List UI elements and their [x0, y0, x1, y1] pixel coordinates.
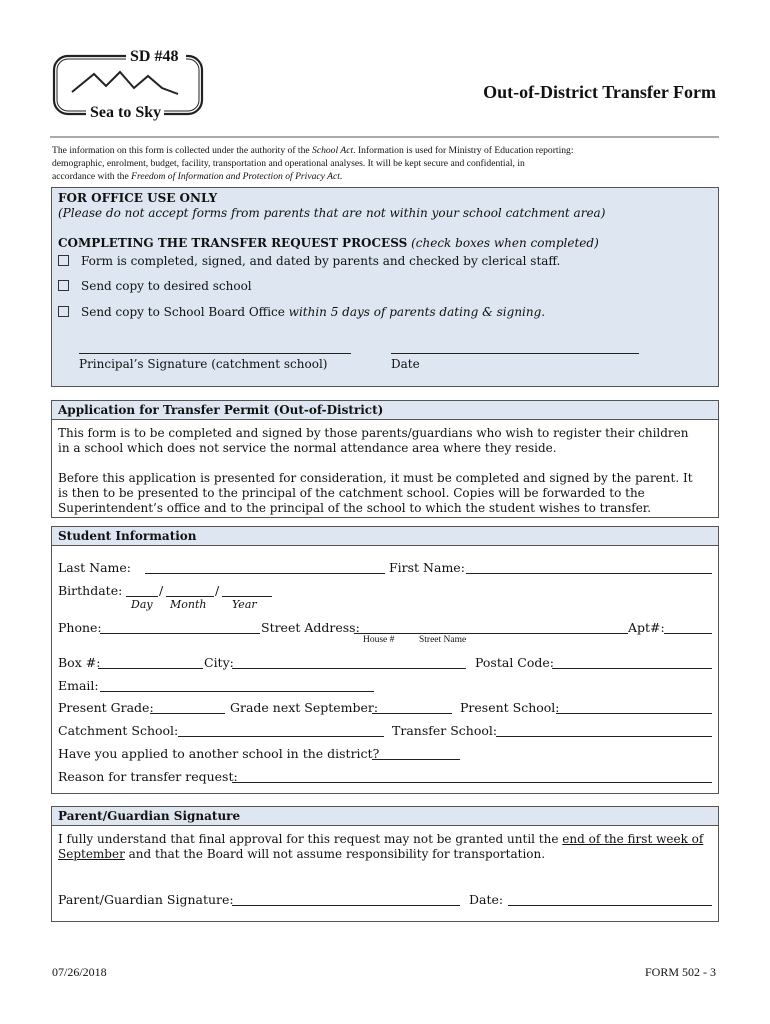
parent-signature-field[interactable]: [232, 905, 460, 906]
applied-field[interactable]: [372, 759, 460, 760]
process-heading: COMPLETING THE TRANSFER REQUEST PROCESS (check boxes when completed): [58, 236, 599, 250]
first-name-field[interactable]: [466, 573, 712, 574]
grade-next-field[interactable]: [372, 713, 452, 714]
transfer-school-field[interactable]: [496, 736, 712, 737]
parent-heading: Parent/Guardian Signature: [51, 806, 719, 826]
parent-signature-label: Parent/Guardian Signature:: [58, 892, 234, 907]
grade-next-label: Grade next September:: [230, 700, 379, 715]
parent-text: I fully understand that final approval for this request may not be granted until the end of the first week of September and that the Board will not assume responsibility for transportation.: [58, 832, 704, 861]
street-address-field[interactable]: [354, 633, 628, 634]
email-field[interactable]: [100, 691, 374, 692]
footer-form-number: FORM 502 - 3: [644, 965, 716, 979]
birth-slash-1: /: [159, 583, 164, 598]
footer-date: 07/26/2018: [52, 965, 107, 979]
box-field[interactable]: [98, 668, 203, 669]
catchment-school-field[interactable]: [178, 736, 384, 737]
office-heading: FOR OFFICE USE ONLY: [58, 191, 218, 205]
transfer-school-label: Transfer School:: [392, 723, 498, 738]
birth-month-field[interactable]: [166, 596, 214, 597]
logo-top-text: SD #48: [130, 48, 179, 65]
principal-signature-line[interactable]: [79, 353, 351, 354]
street-address-label: Street Address:: [261, 620, 360, 635]
last-name-field[interactable]: [145, 573, 385, 574]
city-label: City:: [204, 655, 234, 670]
phone-field[interactable]: [100, 633, 260, 634]
first-name-label: First Name:: [389, 560, 465, 575]
present-school-label: Present School:: [460, 700, 560, 715]
house-hint: House #: [363, 635, 395, 645]
page-title: Out-of-District Transfer Form: [483, 82, 716, 102]
check-form-completed[interactable]: Form is completed, signed, and dated by parents and checked by clerical staff.: [58, 254, 560, 268]
present-grade-label: Present Grade:: [58, 700, 154, 715]
email-label: Email:: [58, 678, 99, 693]
checkbox-icon[interactable]: [58, 255, 69, 266]
office-date-label: Date: [391, 357, 420, 371]
student-heading: Student Information: [51, 526, 719, 546]
birth-year-field[interactable]: [222, 596, 272, 597]
present-grade-field[interactable]: [150, 713, 225, 714]
title-rule: [50, 136, 719, 138]
month-hint: Month: [170, 598, 207, 611]
birth-slash-2: /: [215, 583, 220, 598]
city-field[interactable]: [232, 668, 466, 669]
office-date-line[interactable]: [391, 353, 639, 354]
applied-label: Have you applied to another school in the district?: [58, 746, 380, 761]
birthdate-label: Birthdate:: [58, 583, 123, 598]
application-heading: Application for Transfer Permit (Out-of-District): [51, 400, 719, 420]
phone-label: Phone:: [58, 620, 102, 635]
reason-field[interactable]: [232, 782, 712, 783]
apt-label: Apt#:: [628, 620, 665, 635]
year-hint: Year: [232, 598, 257, 611]
checkbox-icon[interactable]: [58, 306, 69, 317]
district-logo: [50, 48, 208, 120]
day-hint: Day: [131, 598, 153, 611]
application-text: This form is to be completed and signed by those parents/guardians who wish to register their children in a school which does not service the normal attendance area where they reside. Before this application is presented for consideration, it must be completed and signed by the parent. It is then to be presented to the principal of the catchment school. Copies will be forwarded to the Superintendent’s office and to the principal of the school to which the student wishes to transfer.: [58, 426, 693, 515]
catchment-school-label: Catchment School:: [58, 723, 179, 738]
principal-signature-label: Principal’s Signature (catchment school): [79, 357, 328, 371]
present-school-field[interactable]: [556, 713, 712, 714]
check-send-board[interactable]: Send copy to School Board Office within 5 days of parents dating & signing.: [58, 305, 545, 319]
intro-text: The information on this form is collected under the authority of the School Act. Information is used for Ministry of Education reporting: demographic, enrolment, budget, facility, transportation and operational analyses. It will be kept secure and confidential, in accordance with the Freedom of Information and Protection of Privacy Act.: [52, 145, 574, 182]
apt-field[interactable]: [664, 633, 712, 634]
logo-bottom-text: Sea to Sky: [90, 104, 162, 121]
postal-code-field[interactable]: [552, 668, 712, 669]
office-note: (Please do not accept forms from parents that are not within your school catchment area): [58, 206, 606, 220]
parent-date-field[interactable]: [508, 905, 712, 906]
last-name-label: Last Name:: [58, 560, 132, 575]
street-name-hint: Street Name: [419, 635, 467, 645]
birth-day-field[interactable]: [126, 596, 158, 597]
check-send-school[interactable]: Send copy to desired school: [58, 279, 252, 293]
box-label: Box #:: [58, 655, 101, 670]
postal-code-label: Postal Code:: [475, 655, 554, 670]
checkbox-icon[interactable]: [58, 280, 69, 291]
parent-date-label: Date:: [469, 892, 504, 907]
reason-label: Reason for transfer request:: [58, 769, 238, 784]
